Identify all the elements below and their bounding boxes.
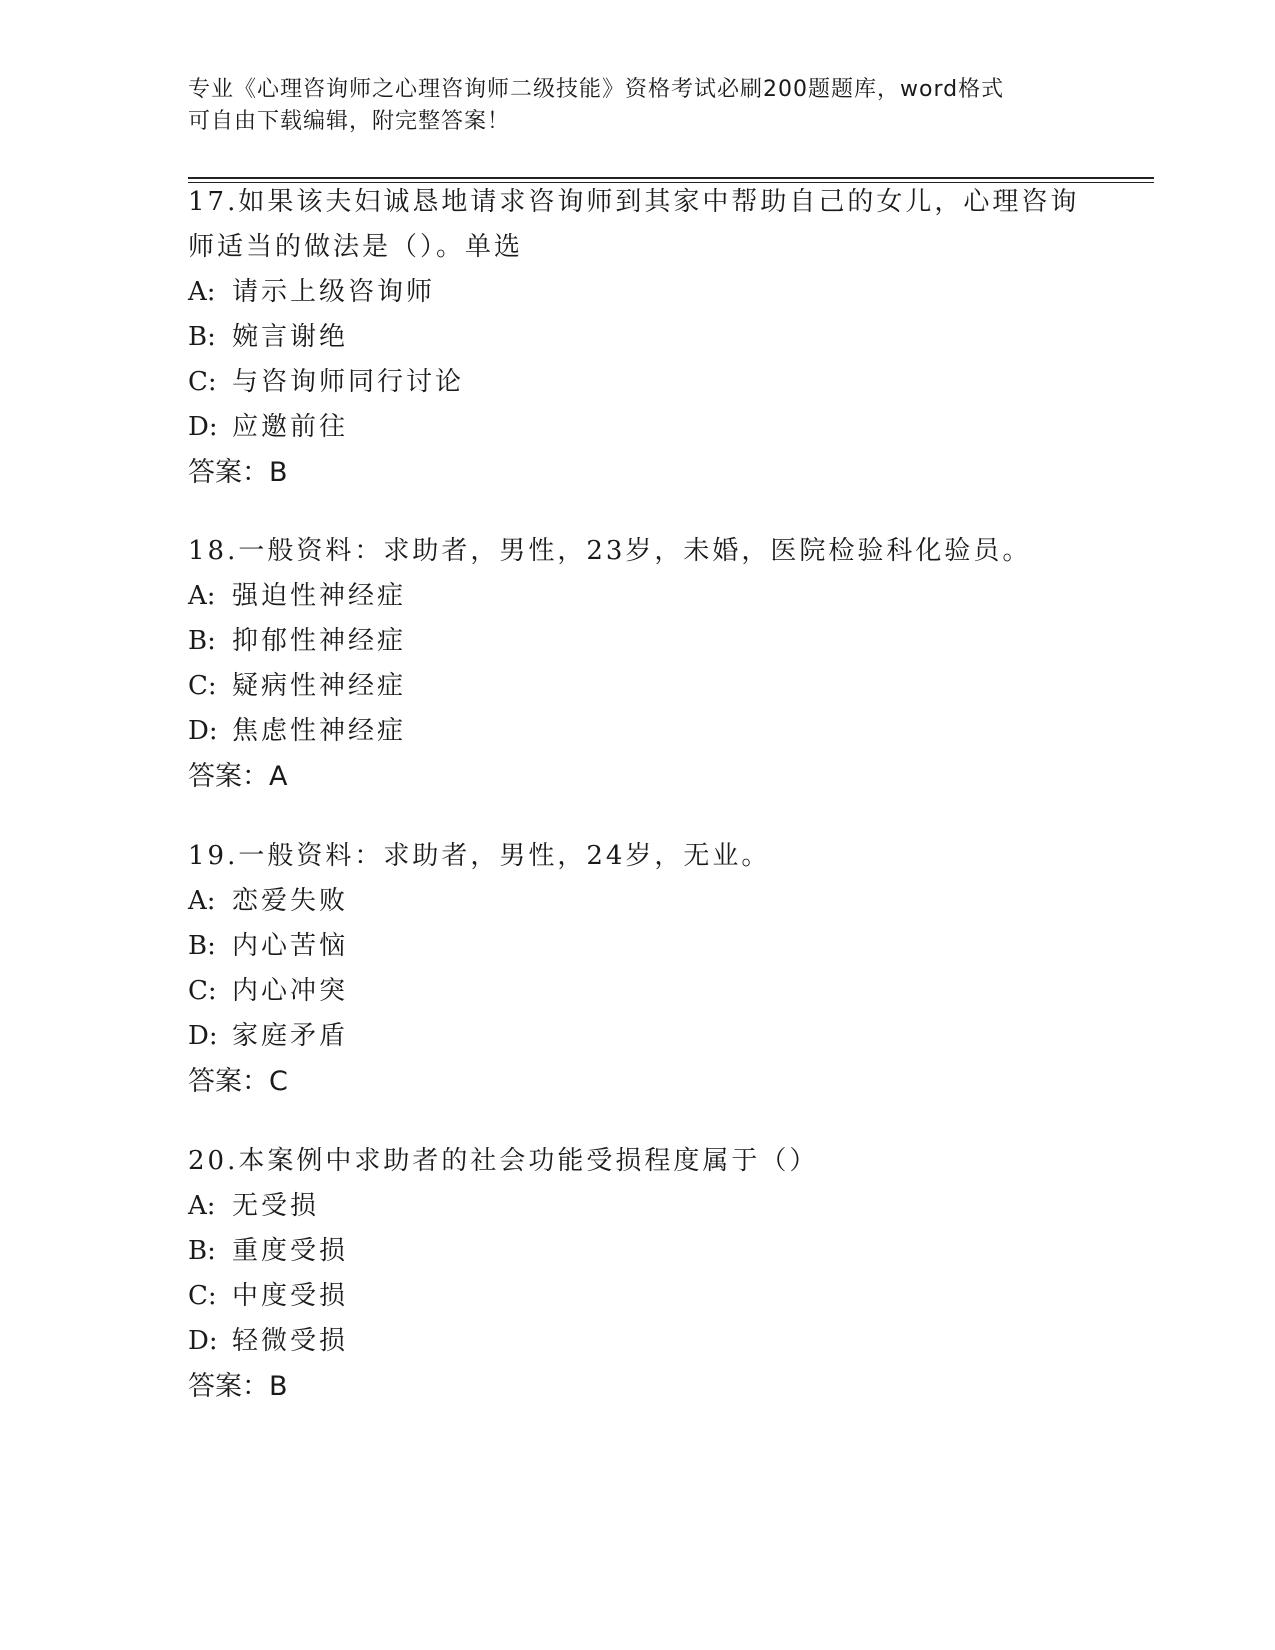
option-a bbox=[188, 1184, 1088, 1229]
option-d bbox=[188, 1014, 1088, 1059]
header-line-2: 可自由下载编辑，附完整答案！ bbox=[188, 109, 511, 134]
option-letter: D: bbox=[188, 412, 218, 442]
option-text: 与咨询师同行讨论 bbox=[232, 367, 465, 397]
question-stem bbox=[188, 834, 1088, 879]
option-text: 轻微受损 bbox=[232, 1326, 349, 1356]
question-17 bbox=[188, 180, 1088, 495]
option-text: 家庭矛盾 bbox=[232, 1021, 349, 1051]
option-b bbox=[188, 924, 1088, 969]
option-text: 应邀前往 bbox=[232, 412, 349, 442]
option-d bbox=[188, 405, 1088, 450]
option-c bbox=[188, 1274, 1088, 1319]
question-18 bbox=[188, 529, 1088, 799]
question-stem bbox=[188, 180, 1088, 270]
option-c bbox=[188, 664, 1088, 709]
option-text: 强迫性神经症 bbox=[232, 581, 407, 611]
answer-label: 答案：C bbox=[188, 1066, 288, 1097]
option-letter: B: bbox=[188, 1236, 216, 1266]
question-stem-line-1: 20.本案例中求助者的社会功能受损程度属于（） bbox=[188, 1146, 819, 1176]
question-stem-line-1: 18.一般资料：求助者，男性，23岁，未婚，医院检验科化验员。 bbox=[188, 536, 1032, 566]
option-text: 内心苦恼 bbox=[232, 931, 349, 961]
option-letter: A: bbox=[188, 886, 216, 916]
option-b bbox=[188, 315, 1088, 360]
option-letter: B: bbox=[188, 626, 216, 656]
option-b bbox=[188, 619, 1088, 664]
option-a bbox=[188, 574, 1088, 619]
option-text: 重度受损 bbox=[232, 1236, 349, 1266]
option-text: 恋爱失败 bbox=[232, 886, 349, 916]
header-line-1: 专业《心理咨询师之心理咨询师二级技能》资格考试必刷200题题库，word格式 bbox=[188, 77, 1005, 102]
answer-label: 答案：B bbox=[188, 1371, 288, 1402]
option-text: 焦虑性神经症 bbox=[232, 716, 407, 746]
option-d bbox=[188, 1319, 1088, 1364]
option-letter: C: bbox=[188, 671, 217, 701]
option-letter: A: bbox=[188, 581, 216, 611]
option-letter: B: bbox=[188, 322, 216, 352]
option-a bbox=[188, 879, 1088, 924]
question-stem-line-2: 师适当的做法是（）。单选 bbox=[188, 232, 524, 262]
option-letter: D: bbox=[188, 1326, 218, 1356]
option-letter: C: bbox=[188, 367, 217, 397]
option-letter: C: bbox=[188, 976, 217, 1006]
option-text: 内心冲突 bbox=[232, 976, 349, 1006]
question-stem bbox=[188, 1139, 1088, 1184]
option-d bbox=[188, 709, 1088, 754]
question-19 bbox=[188, 834, 1088, 1104]
answer-label: 答案：A bbox=[188, 761, 288, 792]
option-letter: A: bbox=[188, 1191, 216, 1221]
option-letter: B: bbox=[188, 931, 216, 961]
option-a bbox=[188, 270, 1088, 315]
option-text: 抑郁性神经症 bbox=[232, 626, 407, 656]
option-c bbox=[188, 969, 1088, 1014]
option-letter: A: bbox=[188, 277, 216, 307]
option-c bbox=[188, 360, 1088, 405]
question-stem bbox=[188, 529, 1088, 574]
question-20 bbox=[188, 1139, 1088, 1409]
document-header bbox=[188, 74, 1088, 138]
answer-label: 答案：B bbox=[188, 457, 288, 488]
option-letter: C: bbox=[188, 1281, 217, 1311]
option-text: 婉言谢绝 bbox=[232, 322, 349, 352]
option-letter: D: bbox=[188, 1021, 218, 1051]
option-b bbox=[188, 1229, 1088, 1274]
option-text: 中度受损 bbox=[232, 1281, 349, 1311]
option-text: 请示上级咨询师 bbox=[232, 277, 436, 307]
question-stem-line-1: 17.如果该夫妇诚恳地请求咨询师到其家中帮助自己的女儿，心理咨询 bbox=[188, 187, 1080, 217]
option-letter: D: bbox=[188, 716, 218, 746]
option-text: 疑病性神经症 bbox=[232, 671, 407, 701]
option-text: 无受损 bbox=[232, 1191, 320, 1221]
question-stem-line-1: 19.一般资料：求助者，男性，24岁，无业。 bbox=[188, 841, 771, 871]
